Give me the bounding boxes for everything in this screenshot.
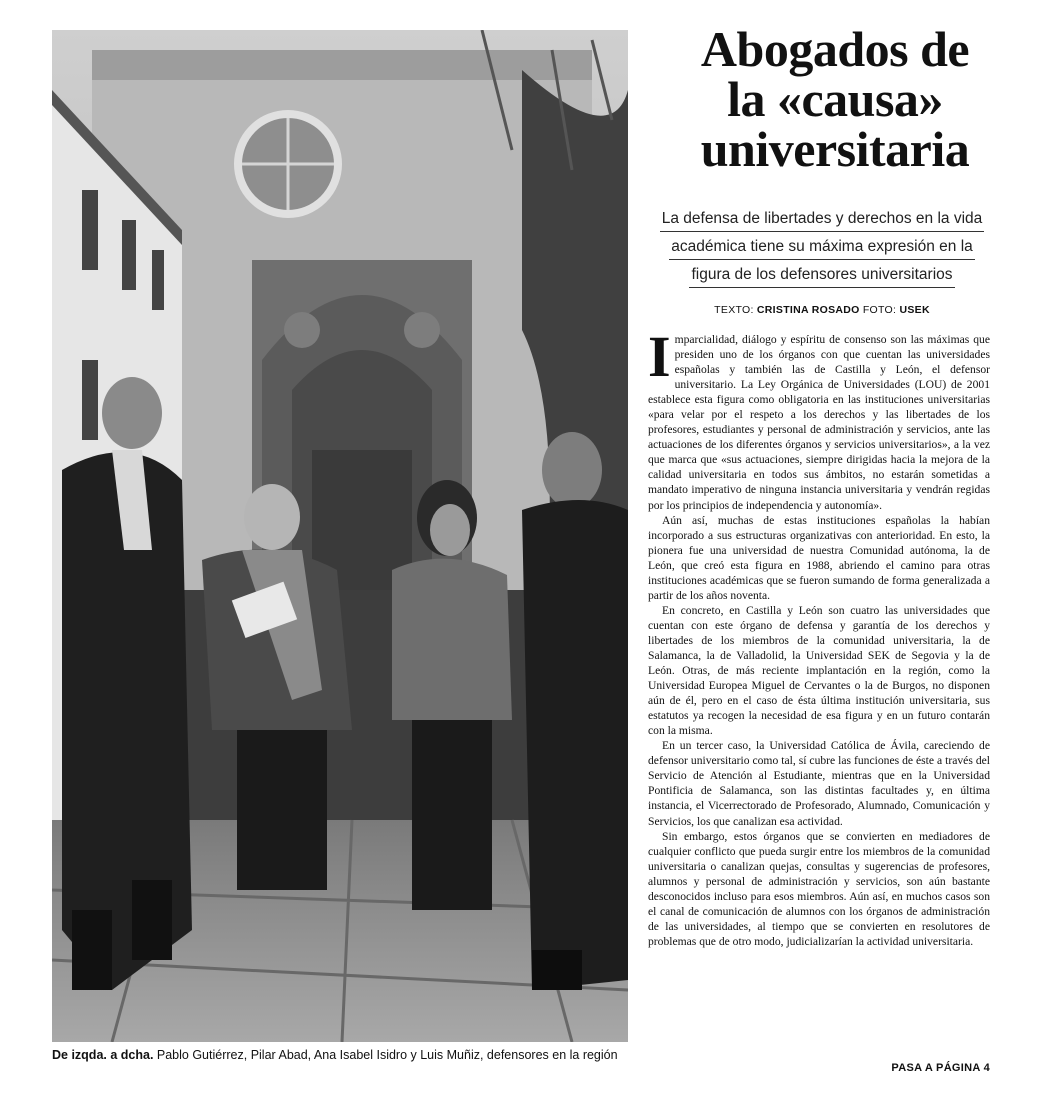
byline-author: CRISTINA ROSADO	[756, 304, 860, 316]
photo-caption-text: Pablo Gutiérrez, Pilar Abad, Ana Isabel Isidro y Luis Muñiz, defensores en la región	[153, 1048, 618, 1062]
deck-line: figura de los defensores universitarios	[689, 263, 954, 288]
byline-photographer: USEK	[899, 304, 930, 316]
article-body	[648, 324, 990, 949]
headline-line: Abogados de	[700, 21, 970, 77]
drop-cap: I	[648, 324, 671, 389]
article-photo	[52, 30, 628, 1042]
headline-line: la «causa»	[727, 71, 943, 127]
body-paragraph-text: mparcialidad, diálogo y espíritu de consenso son las máximas que presiden uno de los órganos con que cuentan las universidades españolas y también las de Castilla y León, el defensor universitario. La Ley Orgánica de Universidades (LOU) de 2001 establece esta figura como obligatoria en las instituciones universitarias «para velar por el respeto a los derechos y las libertades de los profesores, estudiantes y personal de administración y servicios, ante las actuaciones de los diferentes órganos y servicios universitarios», a la vez que marca que «sus actuaciones, siempre dirigidas hacia la mejora de la calidad universitaria en todos sus ámbitos, no estarán sometidas a mandato imperativo de ninguna instancia universitaria y vendrán regidas por los principios de independencia y autonomía».	[648, 333, 990, 512]
continuation-note: PASA A PÁGINA 4	[891, 1062, 990, 1074]
photo-illustration	[52, 30, 628, 1042]
body-paragraph: En un tercer caso, la Universidad Católica de Ávila, careciendo de defensor universitario como tal, sí cubre las funciones de éste a través del Servicio de Atención al Estudiante, mientras que en la Universidad Pontificia de Salamanca, son las distintas facultades y, en última instancia, el Vicerrectorado de Profesorado, Alumnado, Comunicación y Servicios, los que canalizan esa actividad.	[648, 739, 990, 828]
photo-caption	[52, 1048, 642, 1062]
article-deck	[652, 205, 992, 289]
byline-text-label: TEXTO:	[714, 304, 754, 316]
body-paragraph	[648, 324, 990, 513]
byline	[652, 304, 992, 316]
body-paragraph: En concreto, en Castilla y León son cuatro las universidades que cuentan con este órgano de defensa y garantía de los derechos y libertades de los miembros de la comunidad universitaria, la de Salamanca, la de Valladolid, la Universidad SEK de Segovia y la de León. Otras, de más reciente implantación en la región, como la Universidad Europea Miguel de Cervantes o la de Burgos, no disponen aún de él, pero en el caso de ésta última institución universitaria, sus estatutos ya recogen la necesidad de esa figura y en un futuro contarán con la misma.	[648, 603, 990, 738]
byline-photo-label: FOTO:	[862, 304, 897, 316]
deck-line: La defensa de libertades y derechos en la vida	[660, 207, 985, 232]
headline-line: universitaria	[700, 121, 970, 177]
photo-caption-lead: De izqda. a dcha.	[52, 1048, 154, 1062]
deck-line: académica tiene su máxima expresión en la	[669, 235, 975, 260]
article-headline	[640, 21, 1030, 177]
body-paragraph: Sin embargo, estos órganos que se convierten en mediadores de cualquier conflicto que pueda surgir entre los miembros de la comunidad universitaria o canalizan quejas, consultas y sugerencias de profesores, alumnos y personal de administración y servicios, son aún bastante desconocidos incluso para esos miembros. Aún así, en muchos casos son el canal de comunicación de alumnos con los órganos de administración de las universidades, al tiempo que se convierten en resolutores de problemas que de otro modo, judicializarían la actividad universitaria.	[648, 829, 990, 948]
body-paragraph: Aún así, muchas de estas instituciones españolas la habían incorporado a sus estructuras organizativas con anterioridad. En esto, la pionera fue una universidad de nuestra Comunidad autónoma, la de León, que creó esta figura en 1988, abriendo el camino para otras instituciones académicas que se fueron sumando de forma generalizada a partir de los años noventa.	[648, 513, 990, 602]
